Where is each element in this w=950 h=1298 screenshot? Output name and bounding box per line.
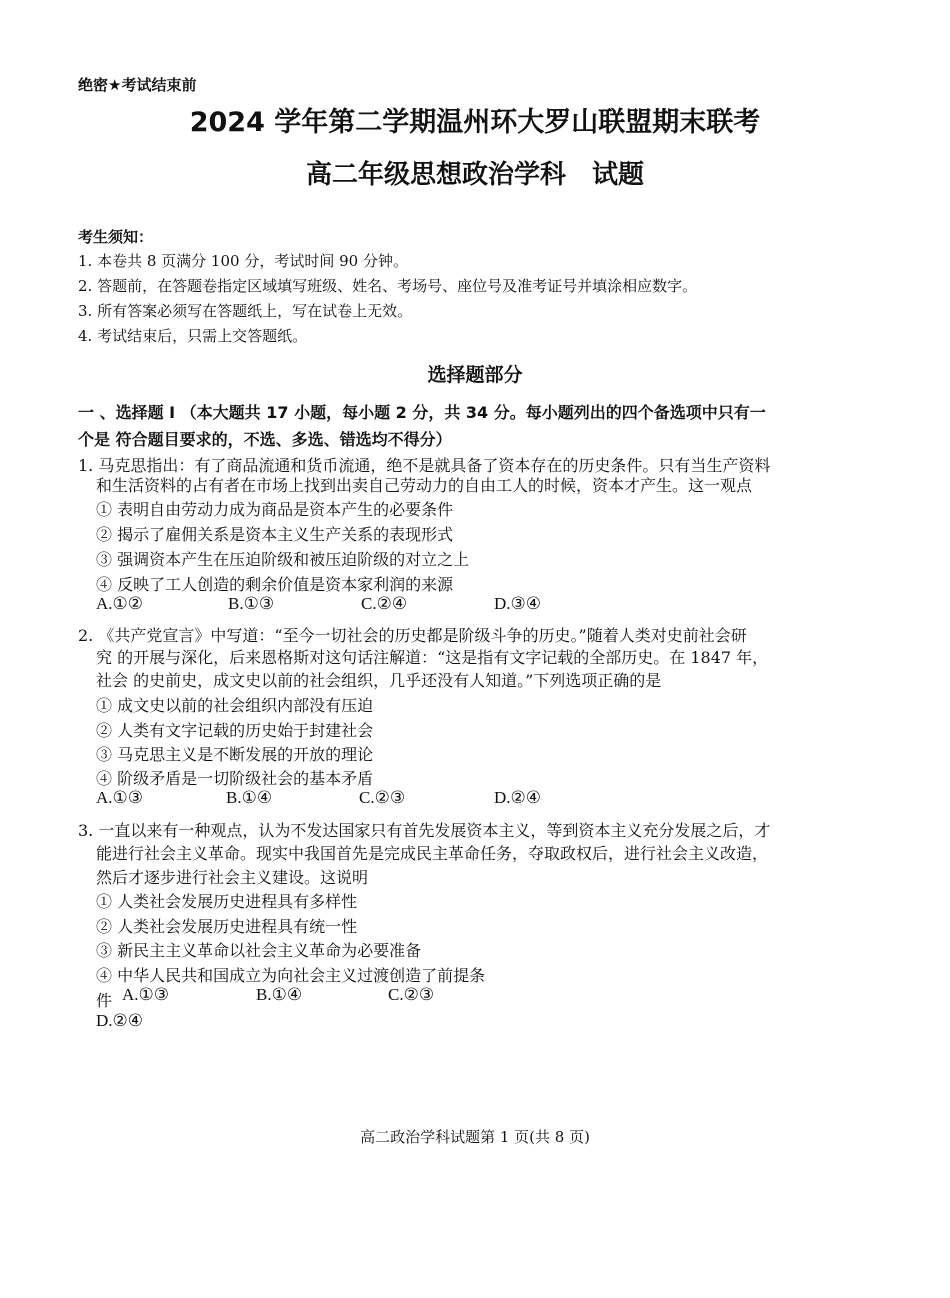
notice-heading: 考生须知： [78,228,154,246]
question-3-statement: ② 人类社会发展历史进程具有统一性 [96,917,358,936]
question-3-statement: ③ 新民主主义革命以社会主义革命为必要准备 [96,941,422,960]
confidential-label: 绝密★考试结束前 [78,76,197,94]
question-1-statement: ① 表明自由劳动力成为商品是资本产生的必要条件 [96,500,454,519]
notice-item: 3. 所有答案必须写在答题纸上，写在试卷上无效。 [78,302,413,320]
question-3-statement: ④ 中华人民共和国成立为向社会主义过渡创造了前提条 [96,966,486,985]
question-2-statement: ① 成文史以前的社会组织内部没有压迫 [96,696,374,715]
question-2-statement: ③ 马克思主义是不断发展的开放的理论 [96,745,374,764]
part-instructions: 一 、选择题 I （本大题共 17 小题，每小题 2 分，共 34 分。每小题列出的四个备选项中只有一 [78,403,766,422]
question-2-option-b: B.①④ [226,788,273,807]
question-2-stem: 究 的开展与深化，后来恩格斯对这句话注解道：“这是指有文字记载的全部历史。在 1847 年， [96,648,769,667]
question-2-stem: 2. 《共产党宣言》中写道：“至今一切社会的历史都是阶级斗争的历史。”随着人类对史前社会研 [78,626,747,645]
question-1-option-b: B.①③ [228,594,275,613]
question-1-option-c: C.②④ [361,594,408,613]
exam-title: 2024 学年第二学期温州环大罗山联盟期末联考 [189,107,761,138]
question-3-statement: ① 人类社会发展历史进程具有多样性 [96,892,358,911]
question-3-option-d: D.②④ [96,1011,144,1030]
question-1-option-a: A.①② [96,594,144,613]
question-3-option-c: C.②③ [388,985,435,1004]
question-3-stem: 3. 一直以来有一种观点，认为不发达国家只有首先发展资本主义，等到资本主义充分发展之后，才 [78,821,771,840]
notice-item: 1. 本卷共 8 页满分 100 分，考试时间 90 分钟。 [78,252,408,270]
question-2-option-c: C.②③ [359,788,406,807]
question-1-statement: ④ 反映了工人创造的剩余价值是资本家利润的来源 [96,575,454,594]
question-3-option-a: A.①③ [122,985,170,1004]
question-2-stem: 社会 的史前史，成文史以前的社会组织，几乎还没有人知道。”下列选项正确的是 [96,671,662,690]
notice-item: 2. 答题前，在答题卷指定区域填写班级、姓名、考场号、座位号及准考证号并填涂相应数字。 [78,277,698,295]
question-2-statement: ④ 阶级矛盾是一切阶级社会的基本矛盾 [96,769,374,788]
part-instructions-cont: 个是 符合题目要求的，不选、多选、错选均不得分） [78,430,452,449]
question-1-statement: ② 揭示了雇佣关系是资本主义生产关系的表现形式 [96,525,454,544]
section-title: 选择题部分 [427,364,523,386]
question-1-stem: 和生活资料的占有者在市场上找到出卖自己劳动力的自由工人的时候，资本才产生。这一观点 [96,476,753,495]
question-2-option-d: D.②④ [494,788,542,807]
question-3-stem: 能进行社会主义革命。现实中我国首先是完成民主革命任务，夺取政权后，进行社会主义改造， [96,844,769,863]
question-2-statement: ② 人类有文字记载的历史始于封建社会 [96,721,374,740]
question-3-stem: 然后才逐步进行社会主义建设。这说明 [96,868,369,887]
notice-item: 4. 考试结束后，只需上交答题纸。 [78,327,308,345]
question-2-option-a: A.①③ [96,788,144,807]
question-1-option-d: D.③④ [494,594,542,613]
question-1-statement: ③ 强调资本产生在压迫阶级和被压迫阶级的对立之上 [96,550,470,569]
question-3-option-b: B.①④ [256,985,303,1004]
exam-subtitle: 高二年级思想政治学科 试题 [305,160,644,190]
question-3-statement-wrap: 件 [96,991,113,1010]
question-1-stem: 1. 马克思指出：有了商品流通和货币流通，绝不是就具备了资本存在的历史条件。只有当生产资料 [78,456,771,475]
page-footer: 高二政治学科试题第 1 页(共 8 页) [360,1128,590,1146]
